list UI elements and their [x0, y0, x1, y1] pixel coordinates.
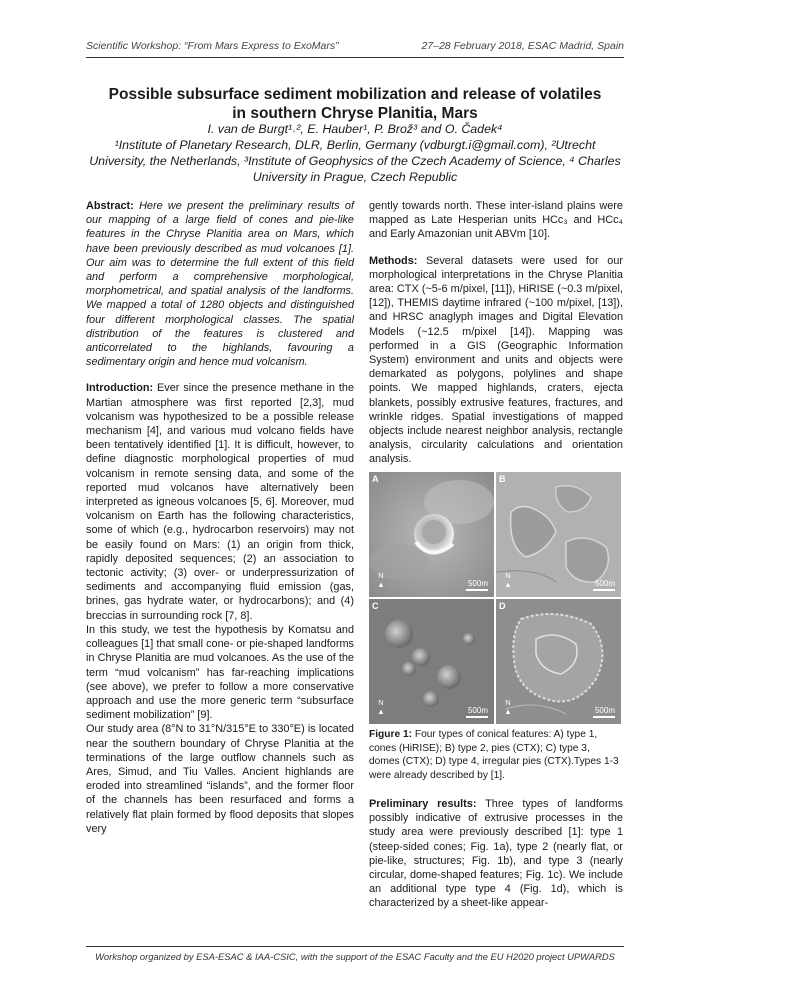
scale-label: 500m	[467, 579, 488, 588]
panel-b-north-arrow	[501, 571, 515, 589]
methods-paragraph	[369, 254, 623, 467]
panel-d-label: D	[499, 601, 506, 611]
left-column	[86, 199, 354, 836]
north-label: N	[505, 571, 511, 580]
figure-1-caption	[369, 728, 623, 782]
right-column-bottom	[369, 797, 623, 911]
abstract-paragraph	[86, 199, 354, 369]
panel-b-scale-bar	[593, 579, 615, 591]
introduction-paragraph-2: In this study, we test the hypothesis by Komatsu and colleagues [1] that small cone- or pie-shaped landforms in Chryse Planitia are mud volcanoes. As the use of the term “mud volcanism” has far-reaching implications (see above), we prefer to follow a more conservative approach and use the more generic term “subsurface sediment mobilization” [9].	[86, 623, 354, 722]
page-footer: Workshop organized by ESA-ESAC & IAA-CSIC, with the support of the ESAC Faculty and the EU H2020 project UPWARDS	[95, 951, 615, 962]
results-text: Three types of landforms possibly indicative of extrusive processes in the study area were previously described [1]: type 1 (steep-sided cones; Fig. 1a), type 2 (nearly flat, or pie-like, structures; Fig. 1b), and type 3 (nearly circular, dome-shaped features; Fig. 1c). We include an additional type type 4 (Fig. 1d), which is characterized by a sheet-like appear-	[369, 798, 623, 910]
panel-a-north-arrow	[374, 571, 388, 589]
running-header	[86, 40, 624, 56]
introduction-text-1: Ever since the presence methane in the Martian atmosphere was first reported [2,3], mud volcanism was hypothesized to be a possible release mechanism [4], and various mud volcano fields have been tentatively identified [1]. It is difficult, however, to define diagnostic morphological properties of mud volcanism in remote sensing data, and some of the reported mud volcanos have alternatively been interpreted as igneous volcanoes [5, 6]. Moreover, mud volcanism on Earth has the following characteristics, some of which (e.g., hydrocarbon reservoirs) may not be easily found on Mars: (1) an origin from thick, rapidly deposited sequences; (2) an association to tectonic activity; (3) over- or underpressurization of sediments and accompanying fluid emission (gas, brines, gas hydrate water, or hydrocarbons); and (4) breccias in surrounding rock [7, 8].	[86, 382, 354, 622]
scale-label: 500m	[594, 579, 615, 588]
scale-label: 500m	[594, 706, 615, 715]
paper-title	[86, 85, 624, 123]
title-line-1: Possible subsurface sediment mobilization and release of volatiles	[108, 86, 602, 103]
north-arrow-icon: ▲	[377, 580, 385, 589]
footer-rule	[86, 946, 624, 947]
caption-text: Four types of conical features: A) type 1, cones (HiRISE); B) type 2, pies (CTX); C) type 3, domes (CTX); D) type 4, irregular pies (CTX).Types 1-3 were already described by [1].	[369, 729, 619, 781]
methods-text: Several datasets were used for our morphological interpretations in the Chryse Planitia area: CTX (~5-6 m/pixel, [11]), HiRISE (~0.3 m/pixel, [12]), THEMIS daytime infrared (~100 m/pixel, [13]), and HRSC anaglyph images and Digital Elevation Models (~12.5 m/pixel [14]). Mapping was performed in a GIS (Geographic Information System) environment and units and objects were demarkated as polygons, polylines and shape points. We mapped highlands, craters, ejecta blankets, possibly extrusive features, fractures, and wrinkle ridges. Spatial investigations of mapped objects include nearest neighbor analysis, rectangle analysis, circularity calculations and orientation analysis.	[369, 254, 623, 466]
right-column-top	[369, 199, 623, 467]
scale-label: 500m	[467, 706, 488, 715]
panel-a-label: A	[372, 474, 379, 484]
panel-a-scale-bar	[466, 579, 488, 591]
north-arrow-icon: ▲	[377, 707, 385, 716]
caption-label: Figure 1:	[369, 729, 413, 740]
title-line-2: in southern Chryse Planitia, Mars	[232, 105, 478, 122]
affiliations: ¹Institute of Planetary Research, DLR, Berlin, Germany (vdburgt.i@gmail.com), ²Utrecht University, the Netherlands, ³Institute of Geophysics of the Czech Academy of Science, ⁴ Charles University in Prague, Czech Republic	[89, 138, 621, 184]
header-date-location: 27–28 February 2018, ESAC Madrid, Spain	[421, 40, 624, 52]
abstract-text: Here we present the preliminary results of our mapping of a large field of cones and pie-like features in the Chryse Planitia area on Mars, which have been previously described as mud volcanoes [1]. Our aim was to determine the full extent of this field and perform a comprehensive morphological, morphometrical, and spatial analysis of the landforms. We mapped a total of 1280 objects and distinguished four different morphological classes. The spatial distribution of the features is clustered and anticorrelated to the highlands, favouring a sedimentary origin and hence mud volcanism.	[86, 200, 354, 369]
north-label: N	[505, 698, 511, 707]
north-label: N	[378, 698, 384, 707]
panel-c-label: C	[372, 601, 379, 611]
figure-panel-c	[369, 599, 494, 724]
introduction-paragraph-1	[86, 381, 354, 622]
introduction-paragraph-3: Our study area (8°N to 31°N/315°E to 330°E) is located near the southern boundary of Chryse Planitia at the terminations of the large outflow channels such as Ares, Simud, and Tiu Valles. Ancient highlands are eroded into streamlined “islands”, and the former floor of the channels has been resurfaced and forms a relatively flat plain formed by flood deposits that slopes very	[86, 723, 354, 835]
north-arrow-icon: ▲	[504, 707, 512, 716]
methods-heading: Methods:	[369, 254, 418, 267]
right-column-continuation: gently towards north. These inter-island plains were mapped as Late Hesperian units HCc₃ and HCc₄ and Early Amazonian unit ABVm [10].	[369, 200, 623, 241]
panel-b-label: B	[499, 474, 506, 484]
figure-1	[369, 472, 621, 724]
panel-c-scale-bar	[466, 706, 488, 718]
figure-panel-b	[496, 472, 621, 597]
panel-d-scale-bar	[593, 706, 615, 718]
author-list: I. van de Burgt¹˒², E. Hauber¹, P. Brož³ and O. Čadek⁴	[207, 122, 503, 136]
results-paragraph	[369, 797, 623, 911]
north-arrow-icon: ▲	[504, 580, 512, 589]
panel-d-north-arrow	[501, 698, 515, 716]
figure-panel-a	[369, 472, 494, 597]
results-heading: Preliminary results:	[369, 798, 477, 810]
north-label: N	[378, 571, 384, 580]
panel-c-north-arrow	[374, 698, 388, 716]
introduction-heading: Introduction:	[86, 382, 154, 395]
figure-panel-d	[496, 599, 621, 724]
header-workshop-name: Scientific Workshop: “From Mars Express to ExoMars”	[86, 40, 339, 52]
header-rule	[86, 57, 624, 58]
abstract-heading: Abstract:	[86, 200, 134, 212]
